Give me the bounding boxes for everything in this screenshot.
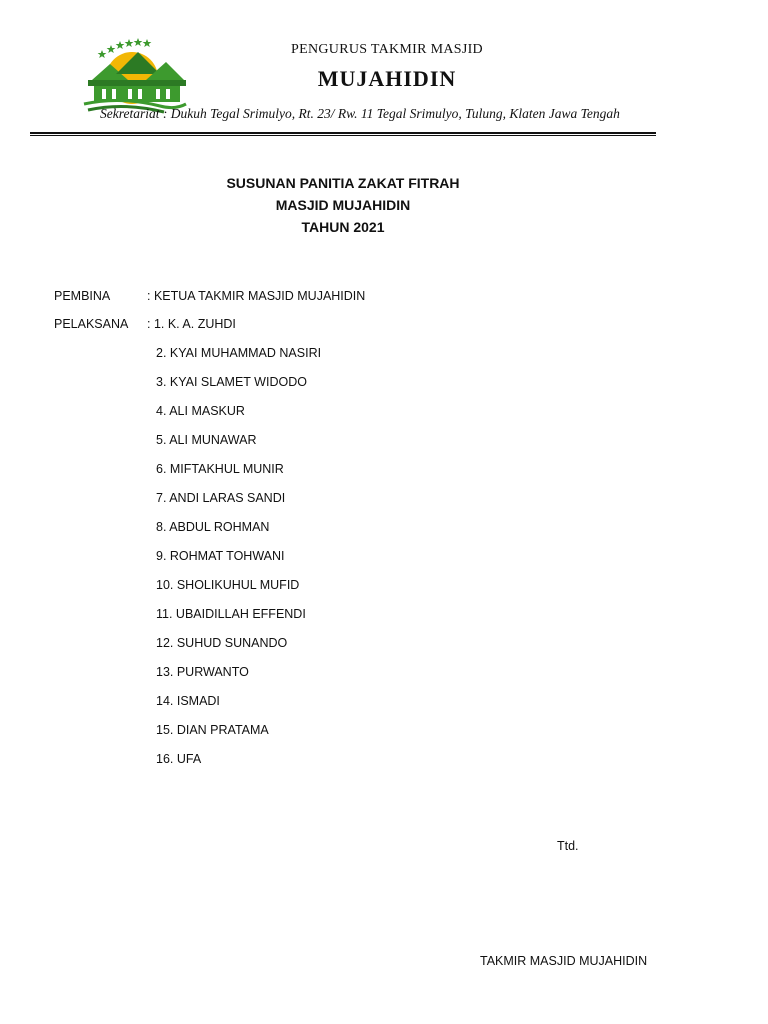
list-item: 12. SUHUD SUNANDO xyxy=(156,636,288,650)
list-item: 6. MIFTAKHUL MUNIR xyxy=(156,462,284,476)
document-title xyxy=(0,172,686,238)
list-item: : 1. K. A. ZUHDI xyxy=(147,317,236,331)
signature-signer: TAKMIR MASJID MUJAHIDIN xyxy=(480,954,648,968)
list-item: 5. ALI MUNAWAR xyxy=(156,433,257,447)
list-item: 16. UFA xyxy=(156,752,202,766)
pembina-value: : KETUA TAKMIR MASJID MUJAHIDIN xyxy=(147,289,366,303)
list-item: 4. ALI MASKUR xyxy=(156,404,245,418)
pembina-label: PEMBINA xyxy=(54,289,111,303)
org-address: Sekretariat : Dukuh Tegal Srimulyo, Rt. 23/ Rw. 11 Tegal Srimulyo, Tulung, Klaten Jawa Tengah xyxy=(100,106,620,121)
title-line-1: SUSUNAN PANITIA ZAKAT FITRAH xyxy=(226,175,460,191)
title-line-3: TAHUN 2021 xyxy=(301,219,385,235)
pelaksana-label: PELAKSANA xyxy=(54,317,129,331)
title-line-2: MASJID MUJAHIDIN xyxy=(275,197,411,213)
list-item: 8. ABDUL ROHMAN xyxy=(156,520,270,534)
list-item: 3. KYAI SLAMET WIDODO xyxy=(156,375,307,389)
mosque-logo-icon xyxy=(80,34,190,116)
list-item: 9. ROHMAT TOHWANI xyxy=(156,549,285,563)
list-item: 10. SHOLIKUHUL MUFID xyxy=(156,578,300,592)
list-item: 14. ISMADI xyxy=(156,694,220,708)
list-item: 15. DIAN PRATAMA xyxy=(156,723,269,737)
list-item: 11. UBAIDILLAH EFFENDI xyxy=(156,607,306,621)
list-item: 2. KYAI MUHAMMAD NASIRI xyxy=(156,346,322,360)
list-item: 13. PURWANTO xyxy=(156,665,249,679)
header-divider-thin xyxy=(30,135,656,136)
org-name: MUJAHIDIN xyxy=(317,66,457,91)
header-divider xyxy=(30,132,656,134)
signature-ttd: Ttd. xyxy=(557,839,579,853)
list-item: 7. ANDI LARAS SANDI xyxy=(156,491,286,505)
org-subtitle: PENGURUS TAKMIR MASJID xyxy=(291,42,483,57)
